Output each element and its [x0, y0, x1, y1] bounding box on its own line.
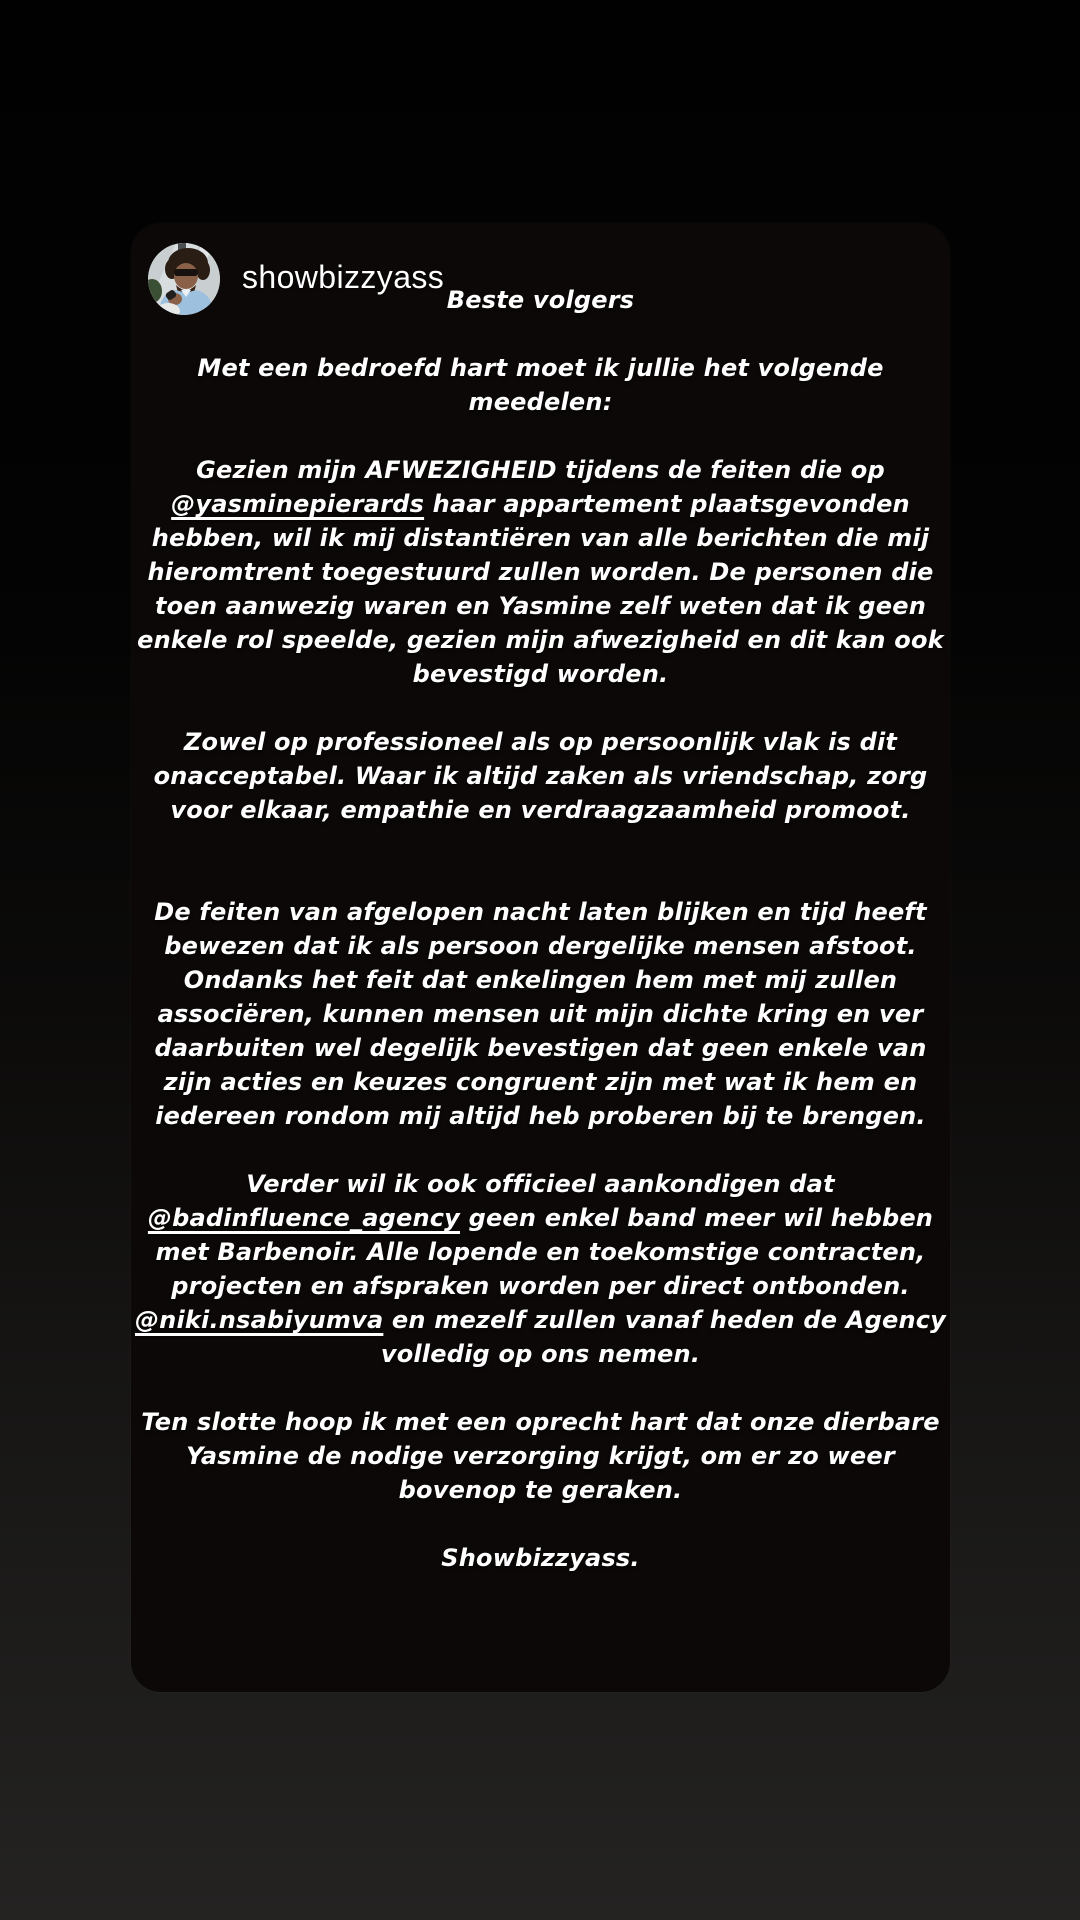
text-line — [131, 487, 950, 521]
blank-line — [131, 691, 950, 725]
text-segment: meedelen: — [468, 388, 613, 416]
text-segment: enkele rol speelde, gezien mijn afwezigheid en dit kan ook — [137, 626, 944, 654]
text-line — [131, 929, 950, 963]
text-line — [131, 1031, 950, 1065]
blank-line — [131, 861, 950, 895]
text-line — [131, 1303, 950, 1337]
text-line — [131, 1201, 950, 1235]
text-segment: voor elkaar, empathie en verdraagzaamheid promoot. — [170, 796, 911, 824]
text-segment: en mezelf zullen vanaf heden de Agency — [383, 1306, 946, 1334]
text-line — [131, 725, 950, 759]
text-segment: associëren, kunnen mensen uit mijn dichte kring en ver — [157, 1000, 924, 1028]
text-segment: onacceptabel. Waar ik altijd zaken als vriendschap, zorg — [153, 762, 928, 790]
text-line — [131, 1269, 950, 1303]
text-segment: Met een bedroefd hart moet ik jullie het volgende — [197, 354, 884, 382]
text-segment: iedereen rondom mij altijd heb proberen bij te brengen. — [155, 1102, 926, 1130]
text-segment: toen aanwezig waren en Yasmine zelf weten dat ik geen — [154, 592, 927, 620]
blank-line — [131, 1507, 950, 1541]
text-segment: projecten en afspraken worden per direct ontbonden. — [171, 1272, 910, 1300]
text-segment: haar appartement plaatsgevonden — [424, 490, 910, 518]
text-segment: volledig op ons nemen. — [380, 1340, 701, 1368]
text-line — [131, 1337, 950, 1371]
text-line — [131, 1065, 950, 1099]
text-line — [131, 759, 950, 793]
text-line — [131, 1167, 950, 1201]
text-segment: met Barbenoir. Alle lopende en toekomstige contracten, — [155, 1238, 926, 1266]
text-segment: zijn acties en keuzes congruent zijn met wat ik hem en — [163, 1068, 918, 1096]
text-line — [131, 1235, 950, 1269]
blank-line — [131, 1133, 950, 1167]
text-line — [131, 997, 950, 1031]
text-line — [131, 793, 950, 827]
username[interactable]: showbizzyass — [242, 258, 445, 295]
blank-line — [131, 827, 950, 861]
text-segment: Showbizzyass. — [441, 1544, 640, 1572]
text-line — [131, 555, 950, 589]
text-line — [131, 1405, 950, 1439]
blank-line — [131, 317, 950, 351]
mention-link[interactable]: @niki.nsabiyumva — [134, 1306, 384, 1334]
text-segment: Verder wil ik ook officieel aankondigen dat — [246, 1170, 835, 1198]
text-line — [131, 351, 950, 385]
text-line — [131, 1473, 950, 1507]
blank-line — [131, 419, 950, 453]
text-segment: geen enkel band meer wil hebben — [460, 1204, 934, 1232]
mention-link[interactable]: @yasminepierards — [171, 490, 425, 518]
text-line — [131, 657, 950, 691]
text-line — [131, 521, 950, 555]
text-line — [131, 589, 950, 623]
text-line — [131, 453, 950, 487]
text-line — [131, 1439, 950, 1473]
text-segment: Beste volgers — [446, 286, 635, 314]
text-segment: bewezen dat ik als persoon dergelijke mensen afstoot. — [164, 932, 917, 960]
text-segment: Yasmine de nodige verzorging krijgt, om er zo weer — [186, 1442, 895, 1470]
text-segment: Gezien mijn AFWEZIGHEID tijdens de feiten die op — [196, 456, 885, 484]
avatar[interactable] — [148, 243, 220, 315]
text-line — [131, 623, 950, 657]
text-segment: hieromtrent toegestuurd zullen worden. De personen die — [147, 558, 934, 586]
text-line — [131, 895, 950, 929]
text-segment: De feiten van afgelopen nacht laten blijken en tijd heeft — [154, 898, 927, 926]
mention-link[interactable]: @badinfluence_agency — [147, 1204, 461, 1232]
story-header — [148, 243, 444, 315]
text-segment: hebben, wil ik mij distantiëren van alle berichten die mij — [151, 524, 930, 552]
blank-line — [131, 1371, 950, 1405]
text-line — [131, 1099, 950, 1133]
text-line — [131, 963, 950, 997]
text-line — [131, 385, 950, 419]
story-text — [131, 283, 950, 1575]
text-segment: bovenop te geraken. — [398, 1476, 683, 1504]
text-segment: Zowel op professioneel als op persoonlijk vlak is dit — [183, 728, 898, 756]
text-line — [131, 1541, 950, 1575]
text-segment: Ten slotte hoop ik met een oprecht hart dat onze dierbare — [141, 1408, 940, 1436]
text-segment: Ondanks het feit dat enkelingen hem met mij zullen — [183, 966, 898, 994]
text-segment: daarbuiten wel degelijk bevestigen dat geen enkele van — [154, 1034, 927, 1062]
text-segment: bevestigd worden. — [412, 660, 669, 688]
avatar-image — [148, 243, 220, 315]
